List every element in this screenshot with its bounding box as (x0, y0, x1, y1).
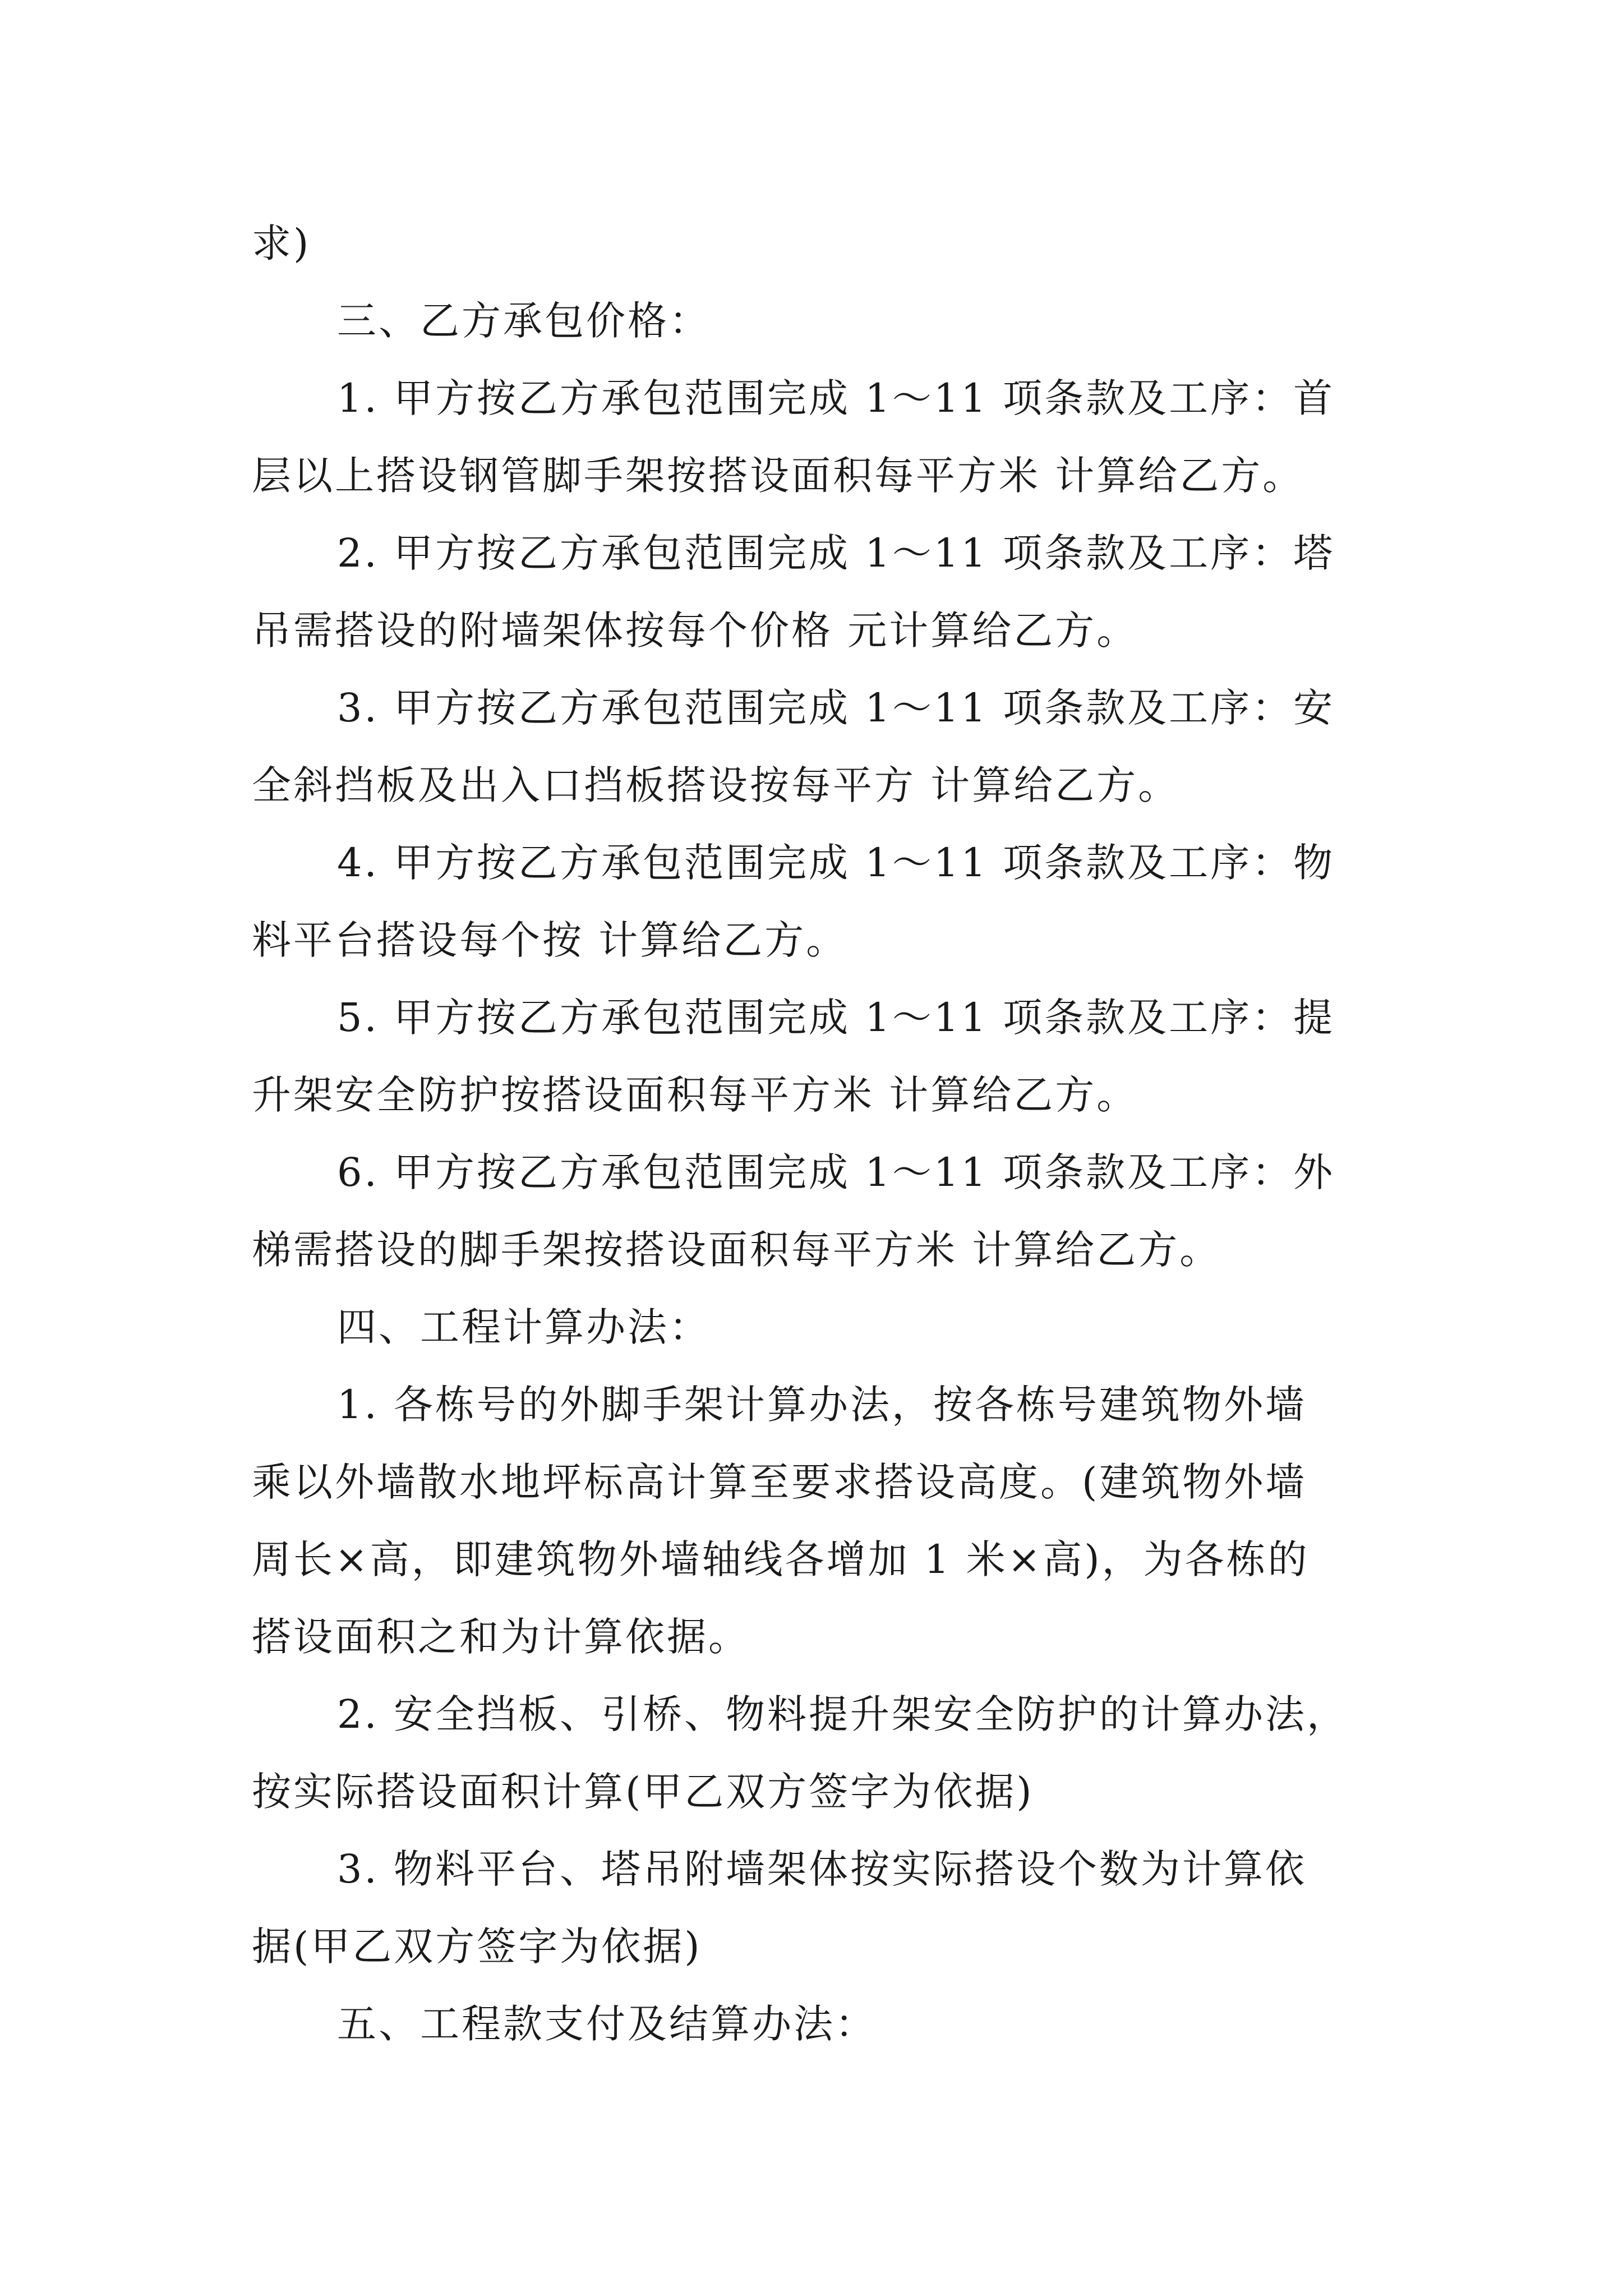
paragraph-line: 1. 各栋号的外脚手架计算办法，按各栋号建筑物外墙 (337, 1382, 1307, 1428)
section-heading: 四、工程计算办法： (337, 1304, 711, 1350)
paragraph-line: 周长×高，即建筑物外墙轴线各增加 1 米×高)，为各栋的 (252, 1536, 1310, 1582)
paragraph-line: 3. 甲方按乙方承包范围完成 1～11 项条款及工序：安 (337, 685, 1335, 731)
paragraph-line: 2. 安全挡板、引桥、物料提升架安全防护的计算办法， (337, 1691, 1349, 1737)
paragraph-line: 1. 甲方按乙方承包范围完成 1～11 项条款及工序：首 (337, 375, 1335, 421)
paragraph-line: 4. 甲方按乙方承包范围完成 1～11 项条款及工序：物 (337, 840, 1335, 886)
paragraph-line: 升架安全防护按搭设面积每平方米 计算给乙方。 (252, 1072, 1138, 1118)
paragraph-line: 层以上搭设钢管脚手架按搭设面积每平方米 计算给乙方。 (252, 453, 1304, 499)
paragraph-line: 料平台搭设每个按 计算给乙方。 (252, 917, 848, 963)
paragraph-line: 按实际搭设面积计算(甲乙双方签字为依据) (252, 1769, 1034, 1815)
paragraph-line: 乘以外墙散水地坪标高计算至要求搭设高度。(建筑物外墙 (252, 1459, 1307, 1505)
text-line: 求) (252, 220, 311, 266)
document-body (252, 205, 1373, 2063)
paragraph-line: 吊需搭设的附墙架体按每个价格 元计算给乙方。 (252, 608, 1138, 654)
paragraph-line: 梯需搭设的脚手架按搭设面积每平方米 计算给乙方。 (252, 1227, 1221, 1273)
section-heading: 五、工程款支付及结算办法： (337, 2001, 877, 2047)
paragraph-line: 2. 甲方按乙方承包范围完成 1～11 项条款及工序：塔 (337, 530, 1335, 576)
paragraph-line: 搭设面积之和为计算依据。 (252, 1614, 750, 1660)
paragraph-line: 据(甲乙双方签字为依据) (252, 1924, 702, 1970)
paragraph-line: 5. 甲方按乙方承包范围完成 1～11 项条款及工序：提 (337, 995, 1335, 1041)
paragraph-line: 3. 物料平台、塔吊附墙架体按实际搭设个数为计算依 (337, 1846, 1307, 1892)
paragraph-line: 6. 甲方按乙方承包范围完成 1～11 项条款及工序：外 (337, 1149, 1335, 1195)
section-heading: 三、乙方承包价格： (337, 298, 711, 344)
paragraph-line: 全斜挡板及出入口挡板搭设按每平方 计算给乙方。 (252, 762, 1180, 808)
